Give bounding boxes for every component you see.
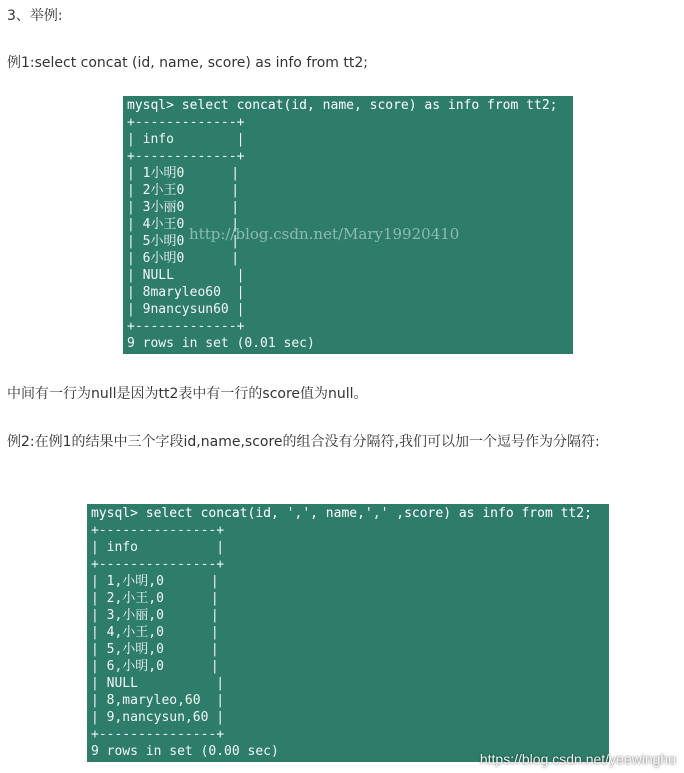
example2-caption: 例2:在例1的结果中三个字段id,name,score的组合没有分隔符,我们可以加一个逗号作为分隔符: bbox=[7, 434, 600, 450]
example1-caption: 例1:select concat (id, name, score) as info from tt2; bbox=[7, 55, 368, 71]
result-summary-line: 9 rows in set (0.00 sec) bbox=[91, 744, 279, 759]
terminal-command-line: mysql> select concat(id, name, score) as info from tt2; bbox=[127, 98, 558, 113]
table-row: | NULL | bbox=[91, 676, 225, 691]
table-row: | 4,小王,0 | bbox=[91, 625, 219, 640]
table-border-line: +---------------+ bbox=[91, 523, 225, 538]
table-row: | 5小明0 | bbox=[127, 234, 240, 249]
table-row: | 1小明0 | bbox=[127, 166, 240, 181]
csdn-watermark: https://blog.csdn.net/yeewingho bbox=[479, 751, 676, 767]
table-row: | 3,小丽,0 | bbox=[91, 608, 219, 623]
section-heading: 3、举例: bbox=[7, 8, 63, 24]
table-row: | 8maryleo60 | bbox=[127, 285, 245, 300]
table-row: | 1,小明,0 | bbox=[91, 574, 219, 589]
example1-terminal bbox=[123, 96, 573, 354]
table-row: | 6,小明,0 | bbox=[91, 659, 219, 674]
terminal-command-line: mysql> select concat(id, ',', name,',' ,score) as info from tt2; bbox=[91, 506, 592, 521]
table-border-line: +-------------+ bbox=[127, 149, 245, 164]
table-row: | 9nancysun60 | bbox=[127, 302, 245, 317]
table-row: | 3小丽0 | bbox=[127, 200, 240, 215]
table-row: | 6小明0 | bbox=[127, 251, 240, 266]
table-header-line: | info | bbox=[91, 540, 225, 555]
table-border-line: +---------------+ bbox=[91, 557, 225, 572]
example2-terminal bbox=[87, 504, 609, 762]
terminal-watermark: http://blog.csdn.net/Mary19920410 bbox=[189, 225, 460, 243]
table-row: | 8,maryleo,60 | bbox=[91, 693, 225, 708]
table-border-line: +-------------+ bbox=[127, 319, 245, 334]
table-row: | 5,小明,0 | bbox=[91, 642, 219, 657]
table-border-line: +---------------+ bbox=[91, 727, 225, 742]
table-row: | 2小王0 | bbox=[127, 183, 240, 198]
table-row: | NULL | bbox=[127, 268, 245, 283]
table-row: | 9,nancysun,60 | bbox=[91, 710, 225, 725]
table-row: | 2,小王,0 | bbox=[91, 591, 219, 606]
result-summary-line: 9 rows in set (0.01 sec) bbox=[127, 336, 315, 351]
table-header-line: | info | bbox=[127, 132, 245, 147]
table-border-line: +-------------+ bbox=[127, 115, 245, 130]
note-text: 中间有一行为null是因为tt2表中有一行的score值为null。 bbox=[7, 386, 368, 402]
table-row: | 4小王0 | bbox=[127, 217, 240, 232]
